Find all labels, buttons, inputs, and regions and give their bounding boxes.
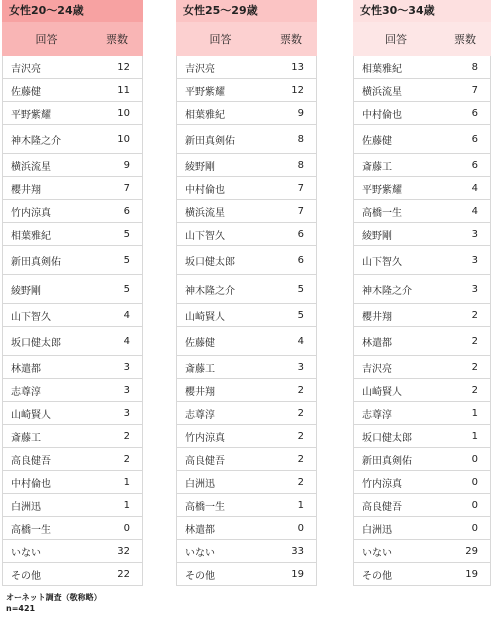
votes-cell: 11 <box>117 84 130 96</box>
table-row <box>177 471 316 494</box>
votes-cell: 4 <box>123 335 130 347</box>
answer-cell: 神木隆之介 <box>11 135 61 147</box>
answer-cell: 斎藤工 <box>185 363 215 375</box>
votes-cell: 1 <box>471 430 478 442</box>
source-note: オーネット調査（敬称略） <box>6 593 102 602</box>
votes-cell: 33 <box>291 545 304 557</box>
votes-cell: 29 <box>465 545 478 557</box>
table-row <box>3 471 142 494</box>
votes-cell: 12 <box>117 61 130 73</box>
answer-cell: 志尊淳 <box>11 386 41 398</box>
answer-cell: 櫻井翔 <box>185 386 215 398</box>
votes-cell: 0 <box>471 522 478 534</box>
votes-cell: 6 <box>471 133 478 145</box>
table-row <box>177 223 316 246</box>
answer-cell: その他 <box>362 570 392 582</box>
votes-cell: 9 <box>123 159 130 171</box>
votes-cell: 32 <box>117 545 130 557</box>
table-row <box>3 448 142 471</box>
answer-cell: 横浜流星 <box>185 207 225 219</box>
votes-cell: 1 <box>471 407 478 419</box>
table-row <box>177 425 316 448</box>
answer-cell: 横浜流星 <box>362 86 402 98</box>
votes-cell: 3 <box>471 283 478 295</box>
table-row <box>3 494 142 517</box>
answer-cell: 佐藤健 <box>11 86 41 98</box>
votes-cell: 6 <box>471 159 478 171</box>
header-votes: 票数 <box>280 33 302 46</box>
answer-cell: 綾野剛 <box>11 285 41 297</box>
votes-cell: 3 <box>297 361 304 373</box>
table-rows <box>176 56 317 586</box>
answer-cell: 平野紫耀 <box>185 86 225 98</box>
votes-cell: 1 <box>123 476 130 488</box>
votes-cell: 1 <box>297 499 304 511</box>
votes-cell: 2 <box>123 430 130 442</box>
votes-cell: 2 <box>297 453 304 465</box>
answer-cell: 新田真剣佑 <box>362 455 412 467</box>
table-row <box>3 102 142 125</box>
answer-cell: 坂口健太郎 <box>11 337 61 349</box>
table-row <box>177 102 316 125</box>
table-row <box>3 79 142 102</box>
votes-cell: 7 <box>297 205 304 217</box>
answer-cell: 綾野剛 <box>362 230 392 242</box>
footer <box>6 592 102 614</box>
votes-cell: 8 <box>471 61 478 73</box>
answer-cell: 竹内涼真 <box>11 207 51 219</box>
votes-cell: 5 <box>123 283 130 295</box>
table-row <box>3 177 142 200</box>
answer-cell: 山崎賢人 <box>185 311 225 323</box>
votes-cell: 19 <box>291 568 304 580</box>
table-row <box>177 563 316 586</box>
answer-cell: 林遣都 <box>185 524 215 536</box>
table-row <box>354 79 490 102</box>
table-row <box>177 177 316 200</box>
table-row <box>354 379 490 402</box>
votes-cell: 2 <box>471 309 478 321</box>
votes-cell: 1 <box>123 499 130 511</box>
table-row <box>3 154 142 177</box>
answer-cell: 高橋一生 <box>11 524 51 536</box>
table-title: 女性20〜24歳 <box>2 0 143 22</box>
answer-cell: 林遣都 <box>11 363 41 375</box>
table-row <box>177 356 316 379</box>
table-women-20-24 <box>2 0 143 586</box>
table-title: 女性30〜34歳 <box>353 0 491 22</box>
votes-cell: 2 <box>123 453 130 465</box>
answer-cell: 佐藤健 <box>362 135 392 147</box>
header-answer: 回答 <box>385 33 407 46</box>
answer-cell: その他 <box>185 570 215 582</box>
table-row <box>3 402 142 425</box>
answer-cell: 吉沢亮 <box>362 363 392 375</box>
table-row <box>354 471 490 494</box>
table-row <box>3 540 142 563</box>
votes-cell: 2 <box>297 384 304 396</box>
table-women-30-34 <box>353 0 491 586</box>
votes-cell: 8 <box>297 133 304 145</box>
table-row <box>354 200 490 223</box>
answer-cell: 相葉雅紀 <box>362 63 402 75</box>
votes-cell: 3 <box>471 254 478 266</box>
table-row <box>354 327 490 356</box>
votes-cell: 6 <box>123 205 130 217</box>
votes-cell: 10 <box>117 133 130 145</box>
table-row <box>354 356 490 379</box>
votes-cell: 2 <box>297 430 304 442</box>
votes-cell: 4 <box>471 205 478 217</box>
table-row <box>177 517 316 540</box>
answer-cell: 吉沢亮 <box>11 63 41 75</box>
votes-cell: 2 <box>471 361 478 373</box>
votes-cell: 0 <box>471 499 478 511</box>
header-answer: 回答 <box>35 33 58 46</box>
answer-cell: いない <box>11 547 41 559</box>
table-row <box>177 402 316 425</box>
votes-cell: 12 <box>291 84 304 96</box>
answer-cell: 白洲迅 <box>185 478 215 490</box>
table-row <box>3 304 142 327</box>
table-row <box>3 125 142 154</box>
table-row <box>354 223 490 246</box>
answer-cell: 吉沢亮 <box>185 63 215 75</box>
table-header <box>353 22 491 56</box>
answer-cell: 横浜流星 <box>11 161 51 173</box>
table-row <box>177 304 316 327</box>
table-row <box>3 56 142 79</box>
table-row <box>177 494 316 517</box>
votes-cell: 4 <box>297 335 304 347</box>
table-row <box>177 448 316 471</box>
answer-cell: 白洲迅 <box>11 501 41 513</box>
table-row <box>3 425 142 448</box>
votes-cell: 6 <box>297 254 304 266</box>
answer-cell: 新田真剣佑 <box>185 135 235 147</box>
table-header <box>176 22 317 56</box>
table-title: 女性25〜29歳 <box>176 0 317 22</box>
table-row <box>3 379 142 402</box>
answer-cell: 坂口健太郎 <box>362 432 412 444</box>
table-women-25-29 <box>176 0 317 586</box>
votes-cell: 13 <box>291 61 304 73</box>
table-row <box>354 56 490 79</box>
answer-cell: 竹内涼真 <box>362 478 402 490</box>
table-row <box>354 102 490 125</box>
table-row <box>354 540 490 563</box>
votes-cell: 3 <box>123 384 130 396</box>
votes-cell: 5 <box>123 254 130 266</box>
votes-cell: 19 <box>465 568 478 580</box>
answer-cell: 神木隆之介 <box>185 285 235 297</box>
table-row <box>354 154 490 177</box>
answer-cell: 山下智久 <box>185 230 225 242</box>
answer-cell: 高橋一生 <box>185 501 225 513</box>
table-row <box>3 200 142 223</box>
header-votes: 票数 <box>454 33 476 46</box>
votes-cell: 7 <box>297 182 304 194</box>
header-votes: 票数 <box>106 33 128 46</box>
table-row <box>3 246 142 275</box>
answer-cell: 山下智久 <box>11 311 51 323</box>
answer-cell: 山崎賢人 <box>11 409 51 421</box>
table-row <box>177 154 316 177</box>
table-row <box>177 379 316 402</box>
table-rows <box>2 56 143 586</box>
votes-cell: 7 <box>471 84 478 96</box>
votes-cell: 3 <box>123 361 130 373</box>
answer-cell: 相葉雅紀 <box>185 109 225 121</box>
header-answer: 回答 <box>209 33 232 46</box>
votes-cell: 6 <box>471 107 478 119</box>
answer-cell: 中村倫也 <box>11 478 51 490</box>
answer-cell: 新田真剣佑 <box>11 256 61 268</box>
sample-size: n=421 <box>6 604 36 613</box>
table-row <box>354 448 490 471</box>
answer-cell: 山下智久 <box>362 256 402 268</box>
answer-cell: 斎藤工 <box>11 432 41 444</box>
votes-cell: 5 <box>123 228 130 240</box>
table-row <box>354 517 490 540</box>
votes-cell: 5 <box>297 309 304 321</box>
table-row <box>3 327 142 356</box>
table-row <box>177 200 316 223</box>
table-row <box>177 79 316 102</box>
votes-cell: 2 <box>297 407 304 419</box>
table-row <box>177 56 316 79</box>
answer-cell: 中村倫也 <box>362 109 402 121</box>
votes-cell: 7 <box>123 182 130 194</box>
answer-cell: 平野紫耀 <box>362 184 402 196</box>
answer-cell: 林遣都 <box>362 337 392 349</box>
votes-cell: 0 <box>297 522 304 534</box>
answer-cell: 斎藤工 <box>362 161 392 173</box>
table-row <box>3 563 142 586</box>
votes-cell: 5 <box>297 283 304 295</box>
votes-cell: 3 <box>471 228 478 240</box>
answer-cell: 櫻井翔 <box>11 184 41 196</box>
answer-cell: その他 <box>11 570 41 582</box>
votes-cell: 22 <box>117 568 130 580</box>
table-rows <box>353 56 491 586</box>
table-row <box>177 246 316 275</box>
answer-cell: 志尊淳 <box>362 409 392 421</box>
votes-cell: 0 <box>471 453 478 465</box>
answer-cell: 坂口健太郎 <box>185 256 235 268</box>
table-row <box>177 275 316 304</box>
votes-cell: 10 <box>117 107 130 119</box>
table-row <box>354 494 490 517</box>
answer-cell: いない <box>362 547 392 559</box>
table-row <box>3 356 142 379</box>
votes-cell: 4 <box>471 182 478 194</box>
table-row <box>177 540 316 563</box>
answer-cell: 相葉雅紀 <box>11 230 51 242</box>
answer-cell: 佐藤健 <box>185 337 215 349</box>
table-row <box>177 327 316 356</box>
answer-cell: 高橋一生 <box>362 207 402 219</box>
answer-cell: 高良健吾 <box>11 455 51 467</box>
table-row <box>354 275 490 304</box>
answer-cell: 平野紫耀 <box>11 109 51 121</box>
table-row <box>354 402 490 425</box>
answer-cell: 中村倫也 <box>185 184 225 196</box>
votes-cell: 2 <box>471 384 478 396</box>
answer-cell: 竹内涼真 <box>185 432 225 444</box>
table-row <box>354 177 490 200</box>
votes-cell: 4 <box>123 309 130 321</box>
answer-cell: 志尊淳 <box>185 409 215 421</box>
votes-cell: 0 <box>471 476 478 488</box>
answer-cell: 高良健吾 <box>362 501 402 513</box>
table-row <box>354 425 490 448</box>
answer-cell: 神木隆之介 <box>362 285 412 297</box>
votes-cell: 0 <box>123 522 130 534</box>
table-row <box>3 223 142 246</box>
table-row <box>354 304 490 327</box>
votes-cell: 6 <box>297 228 304 240</box>
answer-cell: 山崎賢人 <box>362 386 402 398</box>
votes-cell: 2 <box>297 476 304 488</box>
table-row <box>354 125 490 154</box>
answer-cell: いない <box>185 547 215 559</box>
table-row <box>177 125 316 154</box>
votes-cell: 9 <box>297 107 304 119</box>
answer-cell: 綾野剛 <box>185 161 215 173</box>
answer-cell: 高良健吾 <box>185 455 225 467</box>
table-header <box>2 22 143 56</box>
table-row <box>3 275 142 304</box>
table-row <box>354 246 490 275</box>
table-row <box>3 517 142 540</box>
votes-cell: 2 <box>471 335 478 347</box>
table-row <box>354 563 490 586</box>
votes-cell: 8 <box>297 159 304 171</box>
answer-cell: 白洲迅 <box>362 524 392 536</box>
votes-cell: 3 <box>123 407 130 419</box>
answer-cell: 櫻井翔 <box>362 311 392 323</box>
